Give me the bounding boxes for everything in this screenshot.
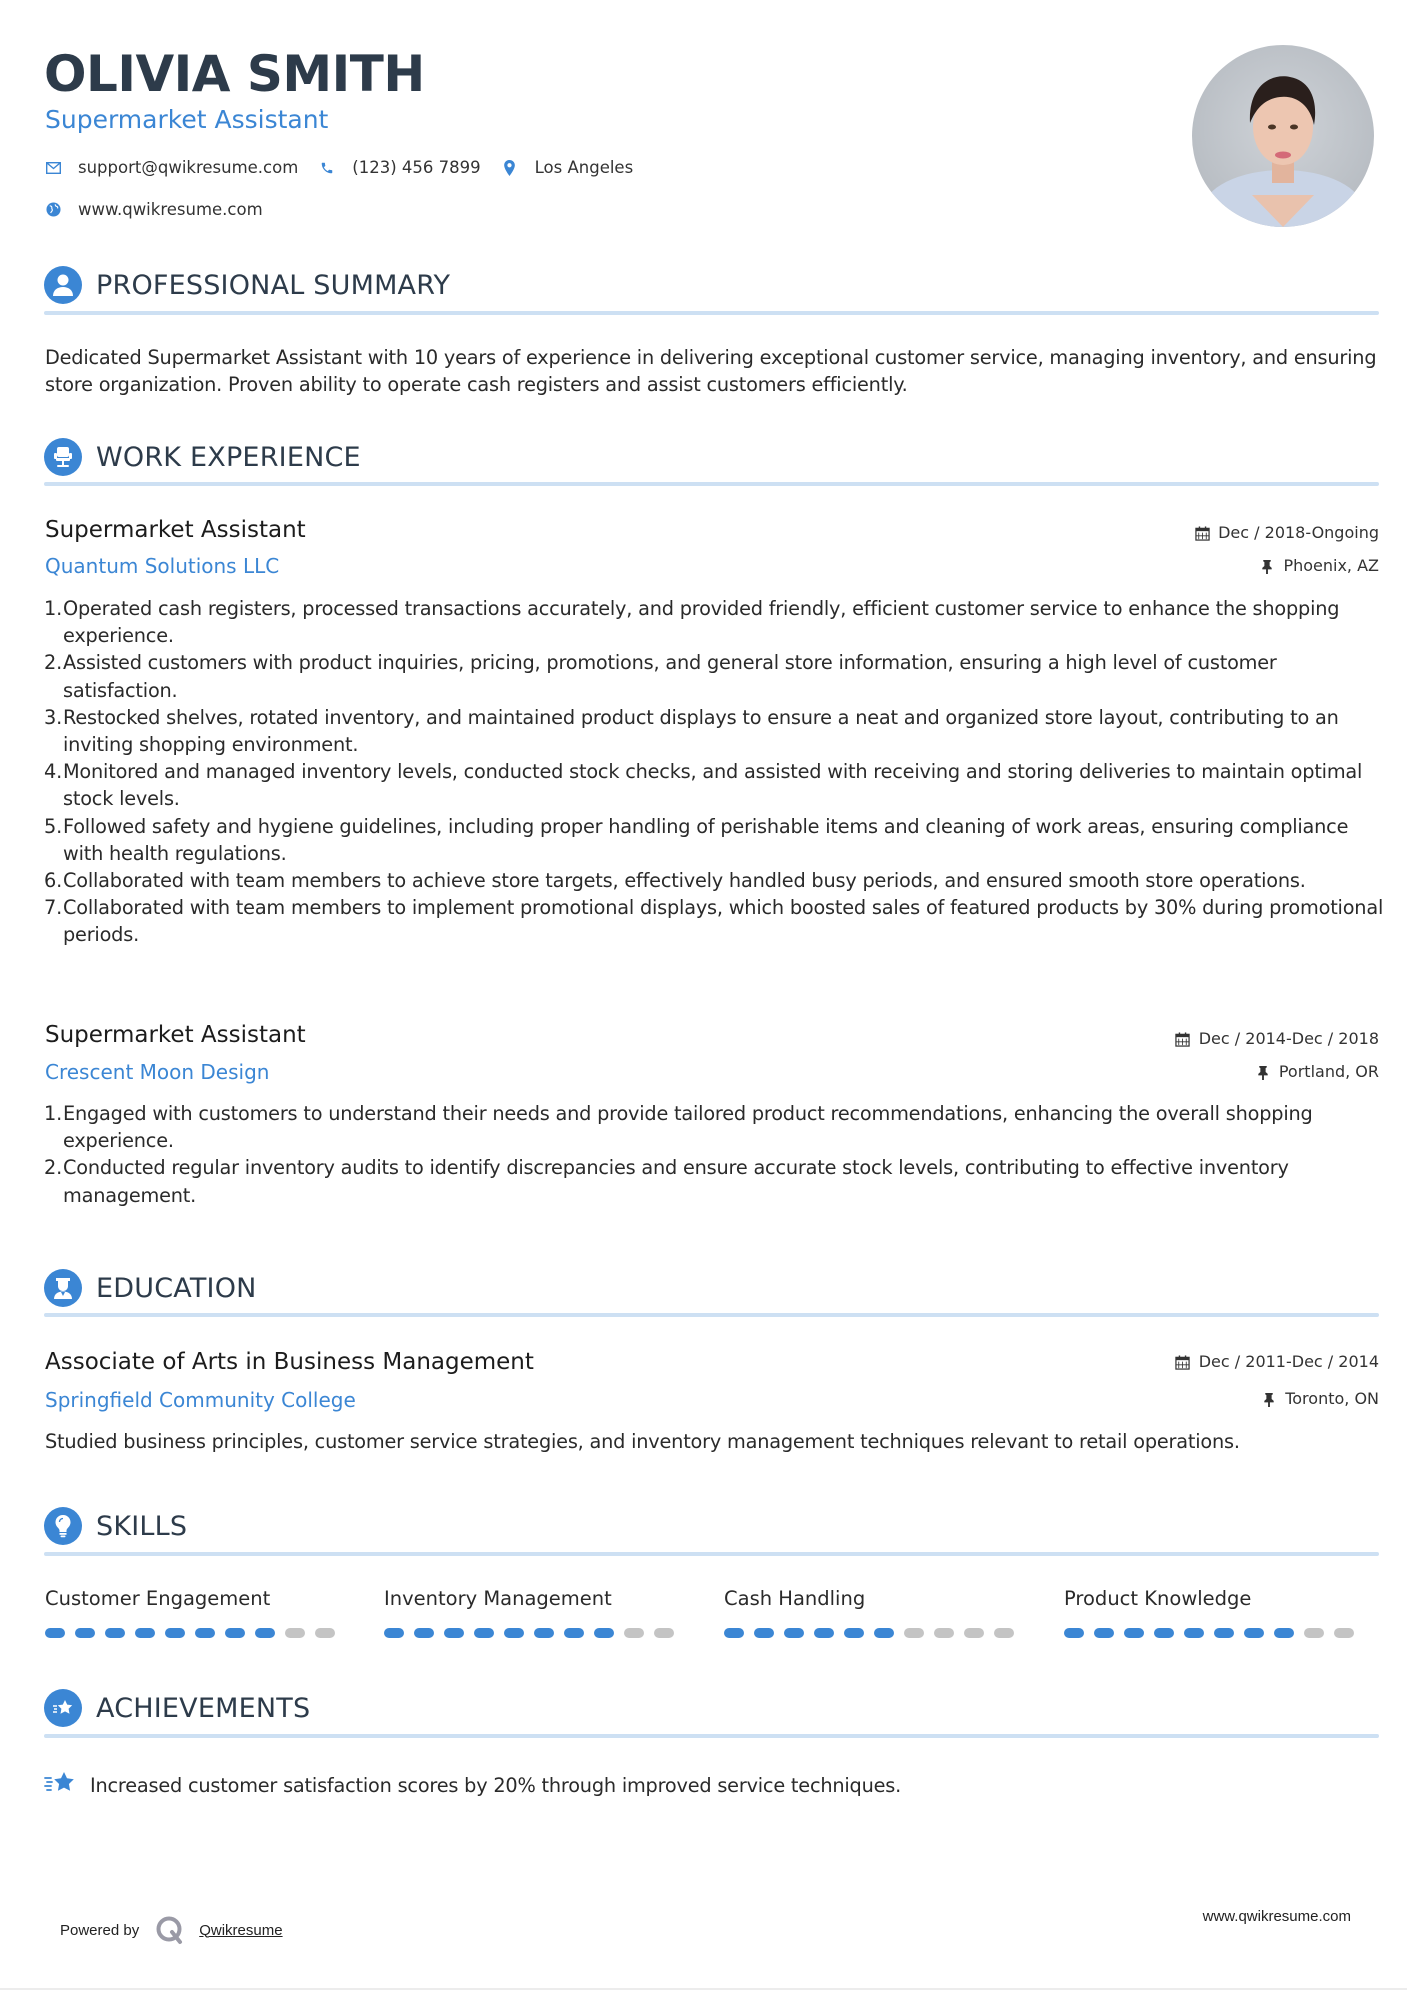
- rating-dot-filled: [474, 1628, 494, 1638]
- contact-row: [44, 158, 653, 177]
- email-link[interactable]: support@qwikresume.com: [78, 158, 299, 177]
- rating-dot-empty: [994, 1628, 1014, 1638]
- section-header-experience: [44, 438, 361, 476]
- section-divider: [44, 311, 1379, 315]
- map-pin-icon: [501, 159, 519, 177]
- rating-dot-filled: [1214, 1628, 1234, 1638]
- rating-dot-filled: [1124, 1628, 1144, 1638]
- section-header-skills: [44, 1507, 187, 1545]
- rating-dot-empty: [1304, 1628, 1324, 1638]
- skill-name: Product Knowledge: [1064, 1587, 1252, 1610]
- skill-name: Customer Engagement: [45, 1587, 271, 1610]
- rating-dot-filled: [1064, 1628, 1084, 1638]
- list-item: 2. Conducted regular inventory audits to identify discrepancies and ensure accurate stock levels, contributing to effective inventory management.: [44, 1156, 1289, 1207]
- company-name: Quantum Solutions LLC: [45, 554, 280, 578]
- section-title: PROFESSIONAL SUMMARY: [96, 269, 451, 301]
- job-dates-text: Dec / 2018-Ongoing: [1218, 523, 1379, 542]
- qwikresume-link[interactable]: Qwikresume: [199, 1921, 283, 1939]
- rating-dot-filled: [784, 1628, 804, 1638]
- skill-rating: [724, 1628, 1024, 1638]
- section-header-achievements: [44, 1689, 310, 1727]
- rating-dot-filled: [225, 1628, 245, 1638]
- rating-dot-filled: [1184, 1628, 1204, 1638]
- rating-dot-filled: [75, 1628, 95, 1638]
- pushpin-icon: [1255, 1064, 1271, 1080]
- rating-dot-empty: [285, 1628, 305, 1638]
- job-title: Supermarket Assistant: [45, 1022, 306, 1048]
- job-dates: [1175, 1028, 1379, 1050]
- education-location-text: Toronto, ON: [1285, 1389, 1379, 1408]
- education-location: [1261, 1388, 1379, 1410]
- job-responsibilities: [45, 595, 1390, 949]
- education-dates: [1175, 1351, 1379, 1373]
- user-icon: [44, 266, 82, 304]
- education-description: Studied business principles, customer service strategies, and inventory management techniques relevant to retail operations.: [45, 1430, 1240, 1453]
- job-dates-text: Dec / 2014-Dec / 2018: [1198, 1029, 1379, 1048]
- section-header-summary: [44, 266, 450, 304]
- rating-dot-empty: [1334, 1628, 1354, 1638]
- calendar-icon: [1175, 1354, 1191, 1370]
- rating-dot-empty: [904, 1628, 924, 1638]
- section-title: ACHIEVEMENTS: [96, 1692, 311, 1724]
- rating-dot-filled: [444, 1628, 464, 1638]
- list-item: 2. Assisted customers with product inquiries, pricing, promotions, and general store information, ensuring a high level of customer satisfaction.: [44, 651, 1277, 702]
- rating-dot-filled: [1244, 1628, 1264, 1638]
- list-item: 1. Engaged with customers to understand their needs and provide tailored product recommendations, enhancing the overall shopping experience.: [44, 1102, 1313, 1153]
- section-header-education: [44, 1269, 257, 1307]
- powered-by-label: Powered by: [60, 1921, 140, 1939]
- rating-dot-filled: [874, 1628, 894, 1638]
- skill-rating: [384, 1628, 684, 1638]
- skill-item: [45, 1586, 345, 1638]
- skill-item: [724, 1586, 1024, 1638]
- rating-dot-empty: [964, 1628, 984, 1638]
- rating-dot-filled: [384, 1628, 404, 1638]
- rating-dot-filled: [534, 1628, 554, 1638]
- envelope-icon: [44, 159, 62, 177]
- calendar-icon: [1194, 525, 1210, 541]
- list-item: 4. Monitored and managed inventory levels, conducted stock checks, and assisted with receiving and storing deliveries to maintain optimal stock levels.: [44, 760, 1363, 811]
- education-dates-text: Dec / 2011-Dec / 2014: [1198, 1352, 1379, 1371]
- job-dates: [1194, 522, 1379, 544]
- rating-dot-filled: [1094, 1628, 1114, 1638]
- qwikresume-logo-icon: [155, 1915, 185, 1945]
- section-title: SKILLS: [96, 1510, 188, 1542]
- skill-name: Cash Handling: [724, 1587, 866, 1610]
- rating-dot-filled: [564, 1628, 584, 1638]
- skill-rating: [1064, 1628, 1364, 1638]
- rating-dot-filled: [844, 1628, 864, 1638]
- section-divider: [44, 1313, 1379, 1317]
- rating-dot-filled: [504, 1628, 524, 1638]
- rating-dot-empty: [654, 1628, 674, 1638]
- list-item: 5. Followed safety and hygiene guidelines, including proper handling of perishable items and cleaning of work areas, ensuring compliance with health regulations.: [44, 814, 1349, 865]
- list-item: 3. Restocked shelves, rotated inventory, and maintained product displays to ensure a neat and organized store layout, contributing to an inviting shopping environment.: [44, 705, 1339, 757]
- achievement-item: [44, 1769, 901, 1802]
- skill-rating: [45, 1628, 345, 1638]
- rating-dot-filled: [1274, 1628, 1294, 1638]
- rating-dot-filled: [45, 1628, 65, 1638]
- rating-dot-filled: [594, 1628, 614, 1638]
- profile-photo: [1192, 45, 1374, 227]
- skill-item: [1064, 1586, 1364, 1638]
- rating-dot-filled: [1154, 1628, 1174, 1638]
- graduate-icon: [44, 1269, 82, 1307]
- pushpin-icon: [1259, 558, 1275, 574]
- rating-dot-filled: [814, 1628, 834, 1638]
- phone-number[interactable]: (123) 456 7899: [352, 158, 481, 177]
- job-title: Supermarket Assistant: [45, 517, 306, 543]
- job-responsibilities: [45, 1100, 1390, 1209]
- rating-dot-empty: [934, 1628, 954, 1638]
- job-location-text: Portland, OR: [1278, 1062, 1379, 1081]
- skill-name: Inventory Management: [384, 1587, 612, 1610]
- rating-dot-filled: [105, 1628, 125, 1638]
- candidate-name: OLIVIA SMITH: [44, 45, 425, 103]
- candidate-job-title: Supermarket Assistant: [45, 105, 329, 134]
- section-divider: [44, 1734, 1379, 1738]
- job-location: [1255, 1061, 1379, 1083]
- rating-dot-filled: [195, 1628, 215, 1638]
- website-link[interactable]: www.qwikresume.com: [78, 200, 263, 219]
- job-location: [1259, 555, 1379, 577]
- rating-dot-filled: [414, 1628, 434, 1638]
- section-divider: [44, 482, 1379, 486]
- school-name: Springfield Community College: [45, 1388, 356, 1412]
- footer-powered-by: [60, 1915, 283, 1945]
- location-text: Los Angeles: [534, 158, 634, 177]
- skill-item: [384, 1586, 684, 1638]
- summary-text: Dedicated Supermarket Assistant with 10 years of experience in delivering exceptional customer service, managing inventory, and ensuring store organization. Proven ability to operate cash registers and assist customers efficiently.: [45, 346, 1377, 396]
- star-badge-icon: [44, 1689, 82, 1727]
- office-chair-icon: [44, 438, 82, 476]
- job-location-text: Phoenix, AZ: [1283, 556, 1379, 575]
- pushpin-icon: [1261, 1391, 1277, 1407]
- list-item: 6. Collaborated with team members to achieve store targets, effectively handled busy periods, and ensured smooth store operations.: [44, 869, 1306, 893]
- rating-dot-filled: [255, 1628, 275, 1638]
- phone-icon: [318, 159, 336, 177]
- star-achievement-icon: [44, 1769, 78, 1802]
- lightbulb-icon: [44, 1507, 82, 1545]
- achievement-text: Increased customer satisfaction scores by 20% through improved service techniques.: [90, 1774, 902, 1797]
- company-name: Crescent Moon Design: [45, 1060, 270, 1084]
- list-item: 7. Collaborated with team members to implement promotional displays, which boosted sales of featured products by 30% during promotional periods.: [44, 896, 1384, 947]
- footer-website[interactable]: www.qwikresume.com: [1202, 1908, 1351, 1925]
- degree-title: Associate of Arts in Business Management: [45, 1349, 534, 1375]
- rating-dot-filled: [724, 1628, 744, 1638]
- calendar-icon: [1175, 1031, 1191, 1047]
- rating-dot-filled: [754, 1628, 774, 1638]
- section-title: EDUCATION: [96, 1272, 257, 1304]
- rating-dot-filled: [165, 1628, 185, 1638]
- website-row: [44, 200, 283, 219]
- rating-dot-filled: [135, 1628, 155, 1638]
- rating-dot-empty: [624, 1628, 644, 1638]
- rating-dot-empty: [315, 1628, 335, 1638]
- section-title: WORK EXPERIENCE: [96, 441, 361, 473]
- globe-icon: [44, 201, 62, 219]
- section-divider: [44, 1552, 1379, 1556]
- list-item: 1. Operated cash registers, processed transactions accurately, and provided friendly, efficient customer service to enhance the shopping experience.: [44, 597, 1340, 648]
